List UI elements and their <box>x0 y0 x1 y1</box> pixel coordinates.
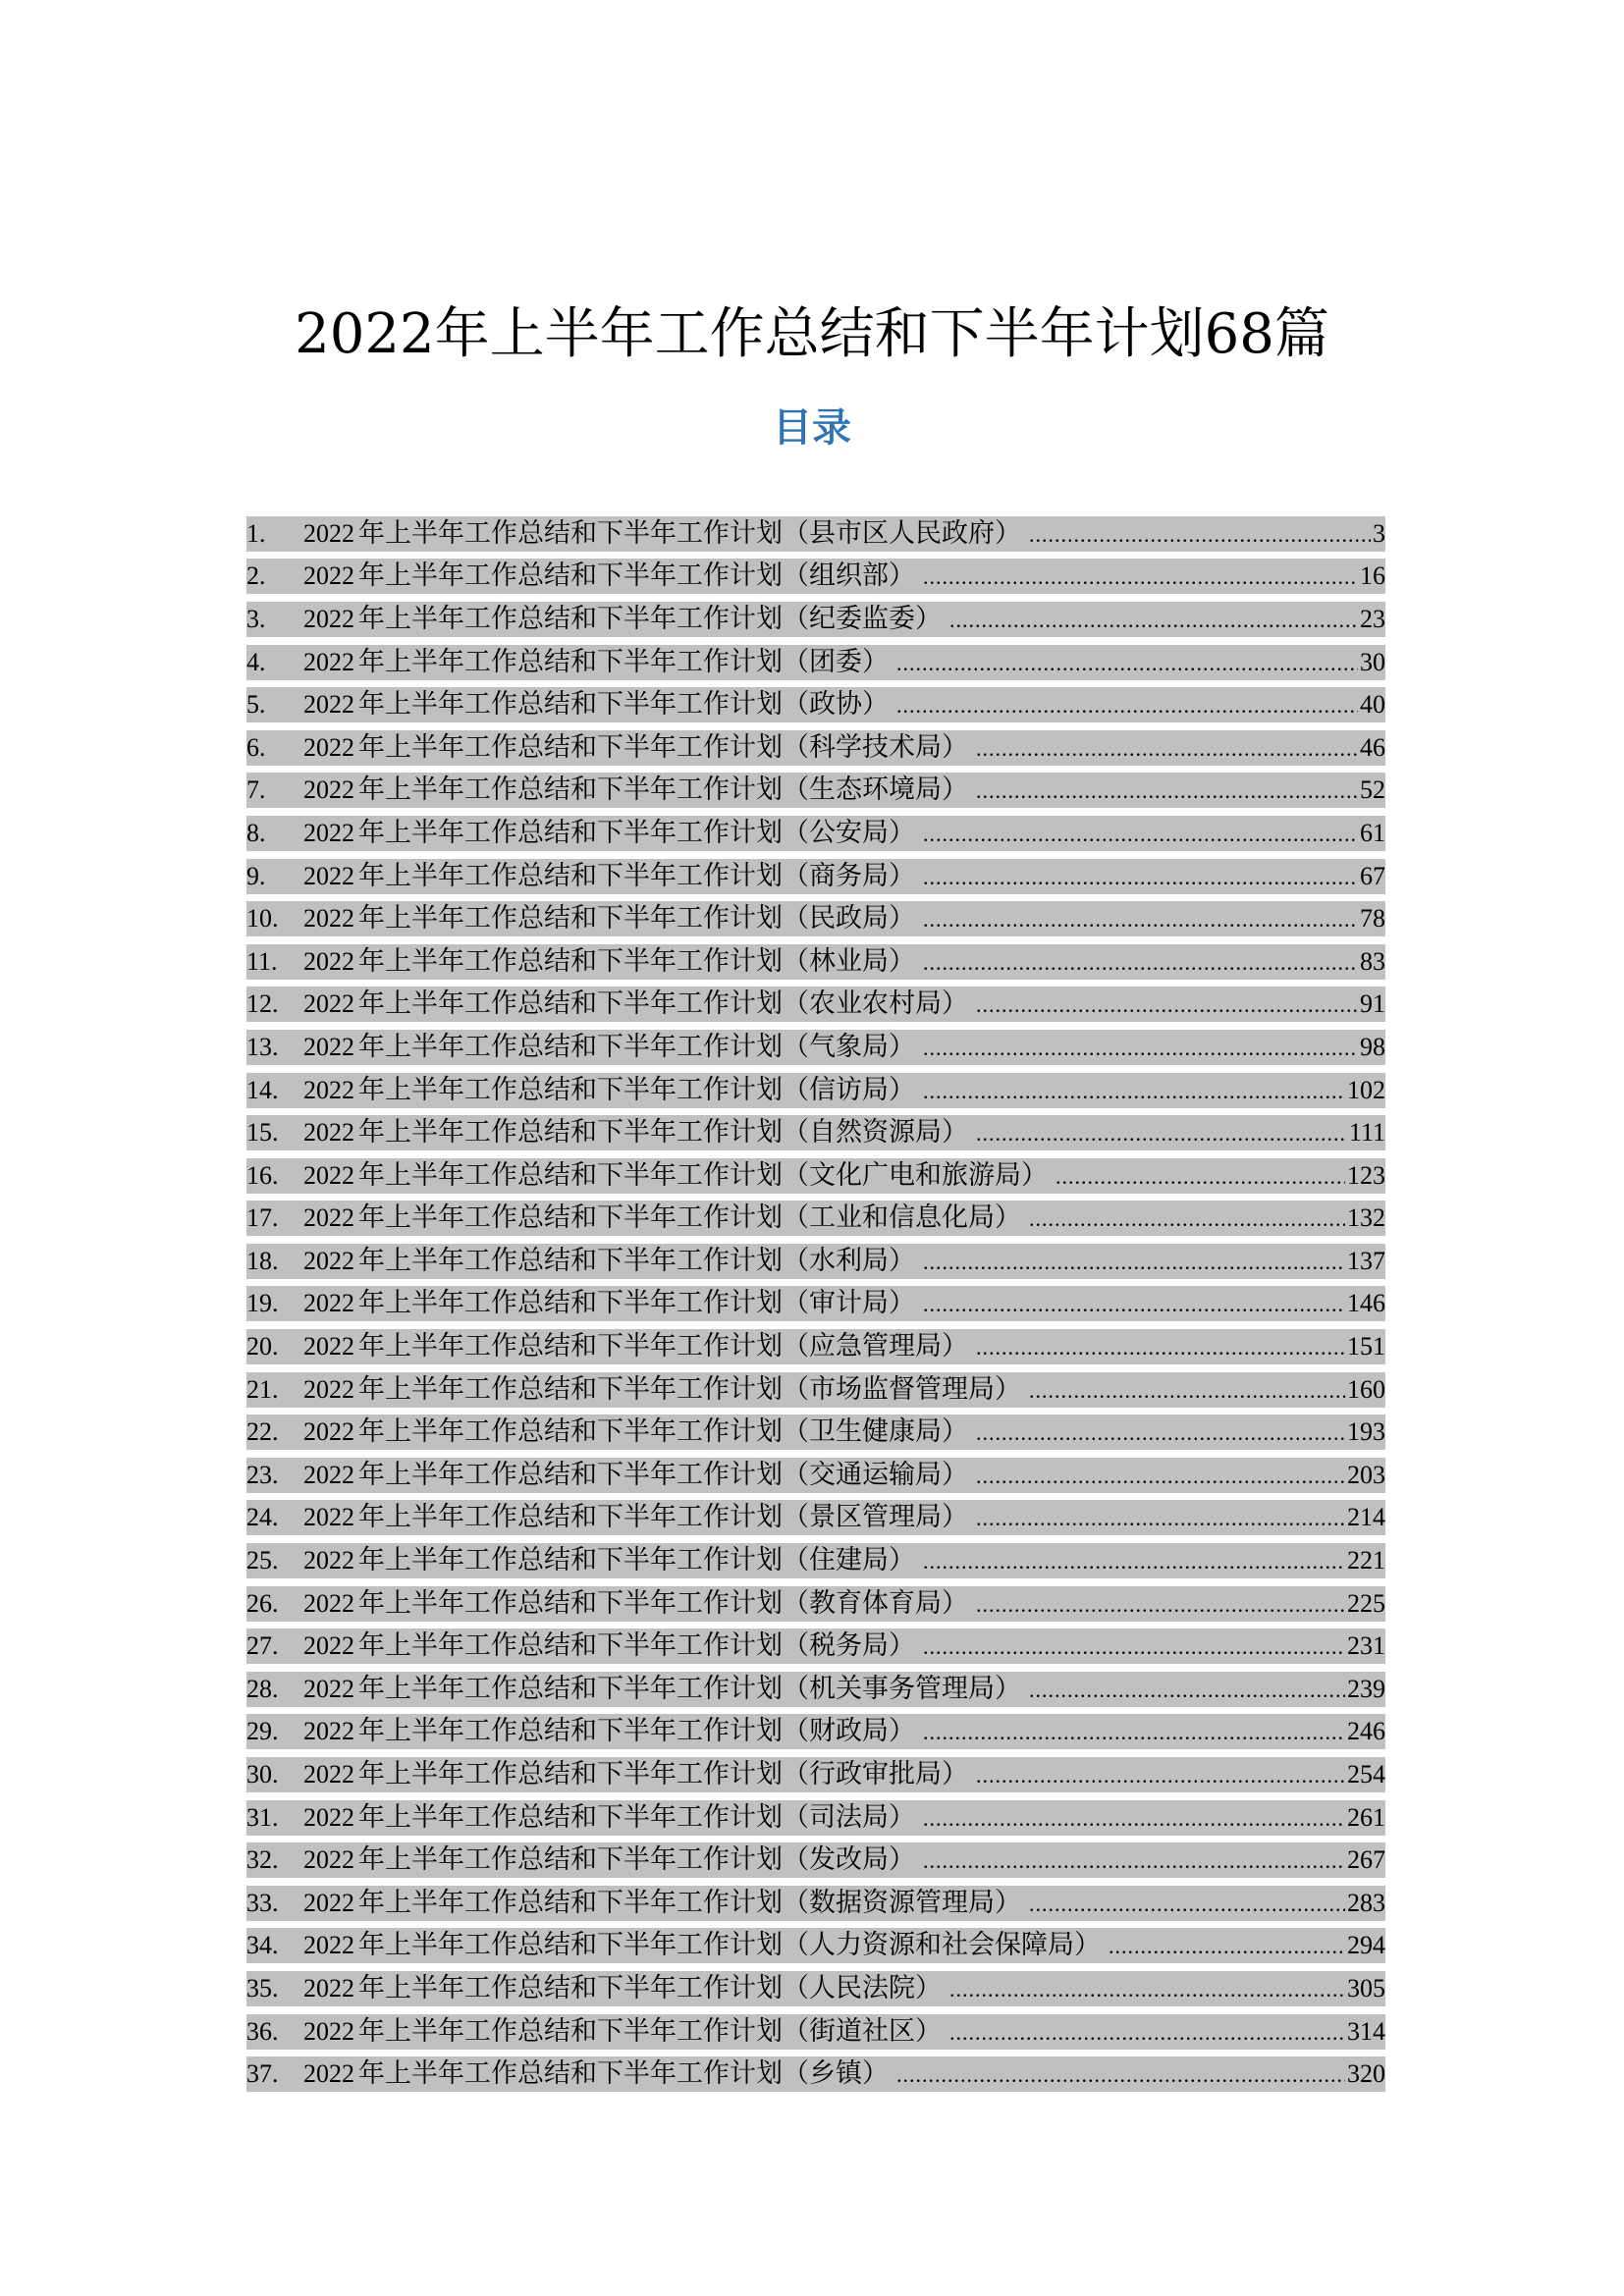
toc-entry[interactable] <box>246 1283 1385 1326</box>
toc-entry-number: 23. <box>246 1460 279 1489</box>
toc-leader-dots <box>949 608 1358 637</box>
toc-entry[interactable] <box>246 1711 1385 1754</box>
toc-entry-title[interactable] <box>303 1415 968 1450</box>
toc-leader-dots <box>976 1121 1347 1150</box>
toc-entry-page[interactable]: 98 <box>1360 1032 1385 1061</box>
toc-entry[interactable] <box>246 683 1385 726</box>
toc-entry-number: 1. <box>246 518 266 548</box>
toc-entry-page[interactable]: 91 <box>1360 989 1385 1019</box>
toc-entry-title-text: 年上半年工作总结和下半年工作计划（市场监督管理局） <box>358 1373 1021 1405</box>
toc-leader-dots <box>976 736 1358 766</box>
toc-entry-title[interactable] <box>303 1115 968 1150</box>
toc-entry-number: 3. <box>246 604 266 633</box>
toc-leader-dots <box>923 1720 1345 1749</box>
toc-entry-number: 7. <box>246 775 266 805</box>
toc-entry-page[interactable]: 231 <box>1347 1631 1385 1661</box>
toc-entry-title[interactable] <box>303 901 915 936</box>
toc-entry[interactable] <box>246 598 1385 641</box>
toc-entry-number: 21. <box>246 1374 279 1404</box>
toc-entry-title[interactable] <box>303 1158 1048 1194</box>
toc-entry[interactable] <box>246 1967 1385 2010</box>
toc-entry-year: 2022 <box>303 1460 354 1489</box>
toc-leader-dots <box>1029 1378 1345 1408</box>
toc-entry-title-text: 年上半年工作总结和下半年工作计划（生态环境局） <box>358 774 968 806</box>
document-title: 2022年上半年工作总结和下半年计划68篇 <box>295 301 1329 366</box>
toc-entry-highlight <box>246 1672 1385 1707</box>
toc-entry-page[interactable]: 40 <box>1360 690 1385 720</box>
toc-entry-number: 18. <box>246 1246 279 1275</box>
toc-entry-title-text: 年上半年工作总结和下半年工作计划（文化广电和旅游局） <box>358 1159 1048 1191</box>
toc-entry-title-text: 年上半年工作总结和下半年工作计划（科学技术局） <box>358 731 968 763</box>
toc-entry-title-text: 年上半年工作总结和下半年工作计划（乡镇） <box>358 2058 889 2090</box>
toc-entry-highlight <box>246 1543 1385 1578</box>
toc-leader-dots <box>923 1549 1345 1578</box>
toc-entry-page[interactable]: 146 <box>1347 1289 1385 1318</box>
toc-entry-title[interactable] <box>303 1201 1021 1236</box>
toc-entry-page[interactable]: 214 <box>1347 1503 1385 1532</box>
toc-entry-title-text: 年上半年工作总结和下半年工作计划（行政审批局） <box>358 1759 968 1790</box>
toc-entry-page[interactable]: 320 <box>1347 2059 1385 2089</box>
toc-entry-highlight <box>246 687 1385 722</box>
toc-entry-title-text: 年上半年工作总结和下半年工作计划（纪委监委） <box>358 603 942 634</box>
toc-entry-number: 22. <box>246 1417 279 1447</box>
toc-entry-title-text: 年上半年工作总结和下半年工作计划（气象局） <box>358 1031 915 1062</box>
toc-entry[interactable] <box>246 1026 1385 1069</box>
toc-entry-number: 16. <box>246 1160 279 1190</box>
toc-entry-number: 17. <box>246 1203 279 1233</box>
toc-entry-title-text: 年上半年工作总结和下半年工作计划（工业和信息化局） <box>358 1202 1021 1234</box>
toc-entry-year: 2022 <box>303 1075 354 1104</box>
toc-entry-highlight <box>246 2014 1385 2050</box>
toc-entry-page[interactable]: 83 <box>1360 946 1385 976</box>
toc-entry-year: 2022 <box>303 604 354 633</box>
toc-leader-dots <box>923 865 1358 894</box>
toc-entry-title-text: 年上半年工作总结和下半年工作计划（公安局） <box>358 817 915 848</box>
toc-entry-title-text: 年上半年工作总结和下半年工作计划（司法局） <box>358 1801 915 1833</box>
toc-entry-title[interactable] <box>303 1971 942 2006</box>
toc-entry-page[interactable]: 294 <box>1347 1931 1385 1960</box>
toc-entry-title-text: 年上半年工作总结和下半年工作计划（交通运输局） <box>358 1459 968 1490</box>
toc-leader-dots <box>949 1977 1345 2006</box>
toc-entry-title-text: 年上半年工作总结和下半年工作计划（教育体育局） <box>358 1587 968 1619</box>
toc-entry-title[interactable] <box>303 1714 915 1749</box>
toc-entry[interactable] <box>246 897 1385 940</box>
toc-entry[interactable] <box>246 1753 1385 1796</box>
toc-entry-year: 2022 <box>303 2059 354 2089</box>
toc-leader-dots <box>976 992 1358 1022</box>
toc-entry-highlight <box>246 944 1385 980</box>
toc-entry-year: 2022 <box>303 1546 354 1575</box>
toc-entry-year: 2022 <box>303 1032 354 1061</box>
toc-entry-title-text: 年上半年工作总结和下半年工作计划（县市区人民政府） <box>358 517 1021 549</box>
toc-leader-dots <box>949 2020 1345 2050</box>
toc-entry-number: 2. <box>246 561 266 591</box>
toc-entry-title[interactable] <box>303 1928 1101 1963</box>
toc-entry[interactable] <box>246 512 1385 556</box>
toc-leader-dots <box>896 2062 1345 2092</box>
toc-entry-page[interactable]: 61 <box>1360 818 1385 847</box>
toc-entry-year: 2022 <box>303 989 354 1019</box>
toc-entry-title-text: 年上半年工作总结和下半年工作计划（财政局） <box>358 1716 915 1747</box>
toc-entry-year: 2022 <box>303 1802 354 1832</box>
toc-entry[interactable] <box>246 770 1385 813</box>
toc-entry[interactable] <box>246 1582 1385 1626</box>
toc-leader-dots <box>923 1806 1345 1836</box>
toc-entry-title[interactable] <box>303 687 889 722</box>
toc-entry-highlight <box>246 516 1385 552</box>
toc-entry-page[interactable]: 160 <box>1347 1374 1385 1404</box>
toc-entry[interactable] <box>246 1454 1385 1497</box>
toc-entry[interactable] <box>246 1882 1385 1925</box>
toc-entry-highlight <box>246 730 1385 766</box>
toc-entry-year: 2022 <box>303 1246 354 1275</box>
toc-entry-year: 2022 <box>303 1674 354 1703</box>
toc-entry-title-text: 年上半年工作总结和下半年工作计划（数据资源管理局） <box>358 1887 1021 1918</box>
toc-entry-number: 5. <box>246 690 266 720</box>
toc-entry-year: 2022 <box>303 946 354 976</box>
toc-entry-highlight <box>246 1415 1385 1450</box>
toc-entry-title[interactable] <box>303 645 889 680</box>
toc-entry-highlight <box>246 1928 1385 1963</box>
toc-entry-year: 2022 <box>303 775 354 805</box>
toc-leader-dots <box>1109 1934 1345 1963</box>
toc-entry[interactable] <box>246 1839 1385 1882</box>
toc-entry-page[interactable]: 46 <box>1360 732 1385 762</box>
toc-entry-title[interactable] <box>303 1030 915 1065</box>
toc-entry-highlight <box>246 773 1385 808</box>
toc-entry-title[interactable] <box>303 1586 968 1622</box>
toc-entry-year: 2022 <box>303 1289 354 1318</box>
toc-entry-highlight <box>246 859 1385 894</box>
toc-entry-highlight <box>246 1500 1385 1535</box>
toc-entry-highlight <box>246 1201 1385 1236</box>
toc-entry-page[interactable]: 16 <box>1360 561 1385 591</box>
toc-entry-title-text: 年上半年工作总结和下半年工作计划（农业农村局） <box>358 988 968 1020</box>
toc-entry-number: 9. <box>246 861 266 890</box>
toc-entry-highlight <box>246 1244 1385 1279</box>
toc-entry-highlight <box>246 1286 1385 1321</box>
toc-entry[interactable] <box>246 1411 1385 1454</box>
toc-entry-highlight <box>246 1158 1385 1194</box>
toc-leader-dots <box>976 1464 1345 1493</box>
toc-entry-year: 2022 <box>303 1888 354 1917</box>
toc-entry[interactable] <box>246 1925 1385 1968</box>
toc-entry-title[interactable] <box>303 859 915 894</box>
toc-entry-highlight <box>246 1586 1385 1622</box>
toc-entry-highlight <box>246 1030 1385 1065</box>
toc-entry-page[interactable]: 132 <box>1347 1203 1385 1233</box>
toc-entry-year: 2022 <box>303 732 354 762</box>
toc-entry-highlight <box>246 559 1385 594</box>
toc-entry-title[interactable] <box>303 1629 915 1664</box>
toc-entry-page[interactable]: 254 <box>1347 1760 1385 1789</box>
toc-leader-dots <box>1056 1164 1345 1194</box>
toc-entry-year: 2022 <box>303 1503 354 1532</box>
toc-entry-highlight <box>246 1458 1385 1493</box>
toc-entry-title[interactable] <box>303 944 915 980</box>
toc-entry[interactable] <box>246 1796 1385 1840</box>
toc-entry-page[interactable]: 137 <box>1347 1246 1385 1275</box>
toc-entry[interactable] <box>246 1625 1385 1668</box>
toc-entry-highlight <box>246 2056 1385 2092</box>
toc-entry-title-text: 年上半年工作总结和下半年工作计划（发改局） <box>358 1844 915 1876</box>
toc-entry-highlight <box>246 1971 1385 2006</box>
toc-entry-highlight <box>246 1329 1385 1364</box>
toc-entry-year: 2022 <box>303 1717 354 1746</box>
toc-entry-title[interactable] <box>303 516 1021 552</box>
toc-leader-dots <box>896 651 1358 680</box>
toc-entry-highlight <box>246 816 1385 851</box>
toc-leader-dots <box>976 1506 1345 1535</box>
toc-entry[interactable] <box>246 1154 1385 1198</box>
toc-entry-year: 2022 <box>303 1160 354 1190</box>
toc-entry-title[interactable] <box>303 2014 942 2050</box>
toc-entry-page[interactable]: 23 <box>1360 604 1385 633</box>
toc-entry-number: 32. <box>246 1845 279 1875</box>
toc-entry[interactable] <box>246 984 1385 1027</box>
toc-leader-dots <box>923 1292 1345 1321</box>
toc-entry-title[interactable] <box>303 1286 915 1321</box>
toc-entry-number: 37. <box>246 2059 279 2089</box>
toc-leader-dots <box>1029 1892 1345 1921</box>
toc-entry-year: 2022 <box>303 1118 354 1148</box>
toc-entry-year: 2022 <box>303 561 354 591</box>
toc-entry-title[interactable] <box>303 773 968 808</box>
toc-entry-year: 2022 <box>303 690 354 720</box>
toc-entry-year: 2022 <box>303 1374 354 1404</box>
toc-leader-dots <box>923 1634 1345 1664</box>
toc-leader-dots <box>1029 1206 1345 1236</box>
toc-entry-title-text: 年上半年工作总结和下半年工作计划（自然资源局） <box>358 1117 968 1148</box>
toc-entry-number: 36. <box>246 2016 279 2046</box>
toc-entry-title[interactable] <box>303 1372 1021 1408</box>
toc-entry-page[interactable]: 305 <box>1347 1973 1385 2002</box>
toc-entry-page[interactable]: 3 <box>1373 518 1385 548</box>
toc-entry-title[interactable] <box>303 816 915 851</box>
toc-entry-title-text: 年上半年工作总结和下半年工作计划（组织部） <box>358 561 915 592</box>
toc-entry-year: 2022 <box>303 1203 354 1233</box>
toc-entry-highlight <box>246 602 1385 637</box>
toc-entry-highlight <box>246 1714 1385 1749</box>
toc-entry-number: 6. <box>246 732 266 762</box>
toc-entry[interactable] <box>246 1069 1385 1112</box>
toc-entry-page[interactable]: 78 <box>1360 904 1385 934</box>
toc-entry-title-text: 年上半年工作总结和下半年工作计划（住建局） <box>358 1545 915 1576</box>
toc-entry-year: 2022 <box>303 1631 354 1661</box>
toc-entry-title-text: 年上半年工作总结和下半年工作计划（商务局） <box>358 860 915 891</box>
toc-entry-title-text: 年上半年工作总结和下半年工作计划（街道社区） <box>358 2015 942 2047</box>
toc-entry-page[interactable]: 267 <box>1347 1845 1385 1875</box>
toc-entry-number: 11. <box>246 946 278 976</box>
toc-entry-title[interactable] <box>303 1458 968 1493</box>
toc-entry-page[interactable]: 283 <box>1347 1888 1385 1917</box>
toc-entry[interactable] <box>246 1325 1385 1368</box>
toc-entry-title-text: 年上半年工作总结和下半年工作计划（林业局） <box>358 945 915 977</box>
toc-entry-highlight <box>246 987 1385 1022</box>
toc-entry-number: 29. <box>246 1717 279 1746</box>
toc-leader-dots <box>1029 522 1371 552</box>
toc-entry-title[interactable] <box>303 1800 915 1836</box>
toc-entry-page[interactable]: 239 <box>1347 1674 1385 1703</box>
toc-entry[interactable] <box>246 641 1385 684</box>
toc-entry-year: 2022 <box>303 1332 354 1362</box>
toc-entry[interactable] <box>246 1111 1385 1154</box>
toc-entry-title-text: 年上半年工作总结和下半年工作计划（审计局） <box>358 1288 915 1319</box>
toc-entry-highlight <box>246 1115 1385 1150</box>
toc-entry-highlight <box>246 1842 1385 1878</box>
toc-entry-page[interactable]: 67 <box>1360 861 1385 890</box>
toc-entry-page[interactable]: 30 <box>1360 647 1385 676</box>
toc-leader-dots <box>976 1420 1345 1450</box>
toc-entry-year: 2022 <box>303 1973 354 2002</box>
toc-entry-title[interactable] <box>303 1757 968 1792</box>
toc-entry-page[interactable]: 102 <box>1347 1075 1385 1104</box>
toc-entry-highlight <box>246 1800 1385 1836</box>
toc-entry-year: 2022 <box>303 861 354 890</box>
toc-entry-year: 2022 <box>303 1417 354 1447</box>
toc-entry-year: 2022 <box>303 904 354 934</box>
toc-entry-number: 12. <box>246 989 279 1019</box>
toc-entry-title[interactable] <box>303 559 915 594</box>
toc-entry-highlight <box>246 901 1385 936</box>
toc-leader-dots <box>923 1079 1345 1108</box>
toc-entry-title[interactable] <box>303 987 968 1022</box>
toc-entry[interactable] <box>246 855 1385 898</box>
toc-entry-number: 24. <box>246 1503 279 1532</box>
toc-leader-dots <box>896 693 1358 722</box>
toc-entry-number: 26. <box>246 1588 279 1618</box>
toc-entry-title-text: 年上半年工作总结和下半年工作计划（机关事务管理局） <box>358 1673 1021 1704</box>
toc-entry-year: 2022 <box>303 1931 354 1960</box>
toc-leader-dots <box>923 564 1358 594</box>
toc-entry-title[interactable] <box>303 1244 915 1279</box>
toc-entry[interactable] <box>246 1497 1385 1540</box>
toc-entry-title-text: 年上半年工作总结和下半年工作计划（人民法院） <box>358 1972 942 2003</box>
toc-entry-number: 28. <box>246 1674 279 1703</box>
toc-entry-number: 14. <box>246 1075 279 1104</box>
toc-entry-number: 19. <box>246 1289 279 1318</box>
toc-entry-page[interactable]: 314 <box>1347 2016 1385 2046</box>
toc-entry-number: 30. <box>246 1760 279 1789</box>
toc-entry-page[interactable]: 123 <box>1347 1160 1385 1190</box>
toc-entry-page[interactable]: 52 <box>1360 775 1385 805</box>
toc-entry-title-text: 年上半年工作总结和下半年工作计划（景区管理局） <box>358 1502 968 1533</box>
toc-entry[interactable] <box>246 812 1385 855</box>
toc-entry-highlight <box>246 1629 1385 1664</box>
toc-entry-title-text: 年上半年工作总结和下半年工作计划（政协） <box>358 689 889 721</box>
toc-entry-title[interactable] <box>303 1842 915 1878</box>
toc-entry-title[interactable] <box>303 2056 889 2092</box>
toc-entry[interactable] <box>246 726 1385 770</box>
toc-entry-number: 15. <box>246 1118 279 1148</box>
toc-entry-number: 8. <box>246 818 266 847</box>
toc-entry-page[interactable]: 246 <box>1347 1717 1385 1746</box>
toc-entry-title-text: 年上半年工作总结和下半年工作计划（水利局） <box>358 1245 915 1276</box>
toc-entry-title[interactable] <box>303 1329 968 1364</box>
toc-entry-number: 34. <box>246 1931 279 1960</box>
toc-leader-dots <box>976 1592 1345 1622</box>
toc-entry-title-text: 年上半年工作总结和下半年工作计划（卫生健康局） <box>358 1416 968 1448</box>
toc-entry[interactable] <box>246 1240 1385 1283</box>
toc-entry-page[interactable]: 151 <box>1347 1332 1385 1362</box>
toc-heading: 目录 <box>773 405 851 451</box>
toc-entry-title-text: 年上半年工作总结和下半年工作计划（团委） <box>358 646 889 677</box>
toc-entry[interactable] <box>246 940 1385 984</box>
toc-entry-highlight <box>246 1757 1385 1792</box>
toc-entry-number: 33. <box>246 1888 279 1917</box>
toc-entry-title[interactable] <box>303 1886 1021 1921</box>
toc-entry-highlight <box>246 1073 1385 1108</box>
toc-entry-page[interactable]: 193 <box>1347 1417 1385 1447</box>
toc-leader-dots <box>923 1036 1358 1065</box>
toc-leader-dots <box>976 1763 1345 1792</box>
toc-entry-number: 20. <box>246 1332 279 1362</box>
toc-entry[interactable] <box>246 2010 1385 2054</box>
toc-leader-dots <box>923 950 1358 980</box>
toc-entry-page[interactable]: 203 <box>1347 1460 1385 1489</box>
toc-entry-title[interactable] <box>303 1543 915 1578</box>
toc-entry[interactable] <box>246 1668 1385 1711</box>
toc-entry[interactable] <box>246 556 1385 599</box>
toc-entry-year: 2022 <box>303 1845 354 1875</box>
toc-entry[interactable] <box>246 1539 1385 1582</box>
table-of-contents <box>246 512 1385 2096</box>
toc-entry-number: 13. <box>246 1032 279 1061</box>
toc-entry-highlight <box>246 1372 1385 1408</box>
toc-leader-dots <box>976 778 1358 808</box>
toc-entry[interactable] <box>246 2053 1385 2096</box>
toc-entry-title-text: 年上半年工作总结和下半年工作计划（税务局） <box>358 1630 915 1662</box>
toc-entry-page[interactable]: 221 <box>1347 1546 1385 1575</box>
toc-entry-page[interactable]: 261 <box>1347 1802 1385 1832</box>
toc-entry-title-text: 年上半年工作总结和下半年工作计划（应急管理局） <box>358 1331 968 1362</box>
toc-leader-dots <box>923 1848 1345 1878</box>
toc-entry-number: 35. <box>246 1973 279 2002</box>
toc-entry-page[interactable]: 111 <box>1348 1118 1385 1148</box>
toc-entry-number: 25. <box>246 1546 279 1575</box>
toc-leader-dots <box>923 907 1358 936</box>
toc-entry[interactable] <box>246 1368 1385 1412</box>
toc-leader-dots <box>1029 1678 1345 1707</box>
toc-entry[interactable] <box>246 1198 1385 1241</box>
toc-leader-dots <box>923 822 1358 851</box>
toc-entry-title-text: 年上半年工作总结和下半年工作计划（民政局） <box>358 903 915 934</box>
toc-entry-number: 10. <box>246 904 279 934</box>
toc-entry-title[interactable] <box>303 1500 968 1535</box>
toc-leader-dots <box>976 1335 1345 1364</box>
toc-entry-number: 31. <box>246 1802 279 1832</box>
toc-entry-highlight <box>246 1886 1385 1921</box>
toc-entry-title[interactable] <box>303 602 942 637</box>
toc-entry-year: 2022 <box>303 518 354 548</box>
toc-entry-year: 2022 <box>303 647 354 676</box>
toc-entry-highlight <box>246 645 1385 680</box>
toc-entry-year: 2022 <box>303 1588 354 1618</box>
toc-entry-title-text: 年上半年工作总结和下半年工作计划（人力资源和社会保障局） <box>358 1930 1101 1961</box>
toc-entry-page[interactable]: 225 <box>1347 1588 1385 1618</box>
toc-leader-dots <box>923 1250 1345 1279</box>
toc-entry-year: 2022 <box>303 2016 354 2046</box>
toc-entry-number: 27. <box>246 1631 279 1661</box>
toc-entry-title[interactable] <box>303 1073 915 1108</box>
toc-entry-title[interactable] <box>303 730 968 766</box>
toc-entry-title[interactable] <box>303 1672 1021 1707</box>
toc-entry-number: 4. <box>246 647 266 676</box>
toc-entry-year: 2022 <box>303 1760 354 1789</box>
toc-entry-title-text: 年上半年工作总结和下半年工作计划（信访局） <box>358 1074 915 1105</box>
toc-entry-year: 2022 <box>303 818 354 847</box>
